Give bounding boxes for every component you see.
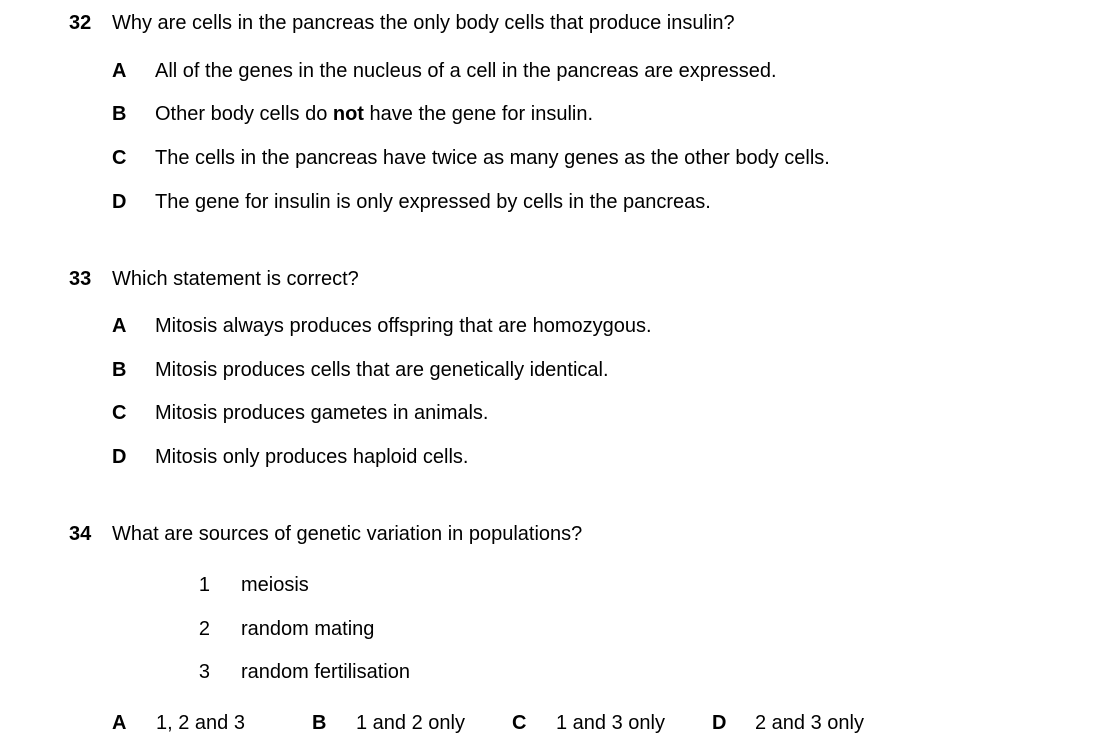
option-text-pre: Other body cells do (155, 103, 333, 125)
question-text: Why are cells in the pancreas the only body cells that produce insulin? (112, 12, 735, 34)
option-letter: A (112, 712, 127, 734)
option-text (155, 102, 593, 126)
option-text: 1 and 3 only (556, 712, 665, 734)
option-letter: B (112, 359, 127, 381)
question-number: 33 (69, 268, 92, 290)
question-number: 32 (69, 12, 92, 34)
option-text: All of the genes in the nucleus of a cell in the pancreas are expressed. (155, 60, 777, 82)
option-letter: C (512, 712, 527, 734)
option-letter: D (712, 712, 727, 734)
option-text: 1, 2 and 3 (156, 712, 245, 734)
option-letter: D (112, 446, 127, 468)
statement-text: random fertilisation (241, 661, 410, 683)
option-text: Mitosis produces cells that are genetically identical. (155, 359, 609, 381)
option-text: Mitosis produces gametes in animals. (155, 402, 489, 424)
option-letter: C (112, 402, 127, 424)
option-text: The cells in the pancreas have twice as many genes as the other body cells. (155, 147, 830, 169)
option-letter: A (112, 315, 127, 337)
statement-number: 1 (198, 574, 210, 596)
statement-number: 3 (198, 661, 210, 683)
statement-number: 2 (198, 618, 210, 640)
option-text-emphasis: not (332, 103, 364, 125)
question-text: Which statement is correct? (112, 268, 359, 290)
option-letter: B (112, 103, 127, 125)
option-letter: D (112, 191, 127, 213)
statement-text: meiosis (241, 574, 309, 596)
option-text: 1 and 2 only (356, 712, 465, 734)
option-letter: B (312, 712, 327, 734)
option-letter: C (112, 147, 127, 169)
option-text: Mitosis only produces haploid cells. (155, 446, 469, 468)
option-text: Mitosis always produces offspring that are homozygous. (155, 315, 652, 337)
option-text: 2 and 3 only (755, 712, 864, 734)
question-text: What are sources of genetic variation in populations? (112, 523, 583, 545)
question-number: 34 (69, 523, 92, 545)
option-text-post: have the gene for insulin. (363, 103, 594, 125)
option-letter: A (112, 60, 127, 82)
option-text: The gene for insulin is only expressed by cells in the pancreas. (155, 191, 711, 213)
statement-text: random mating (241, 618, 375, 640)
